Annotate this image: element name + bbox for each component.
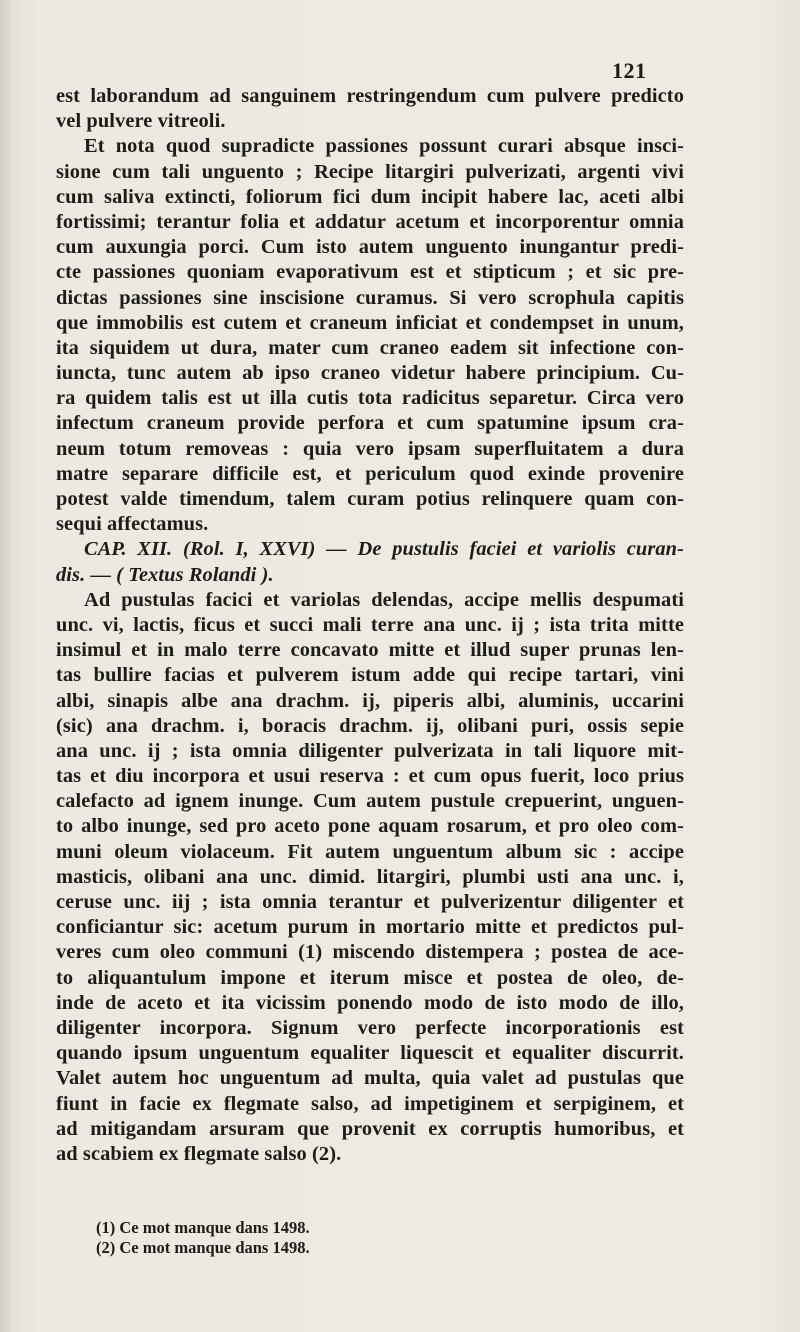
text-line: dis. — ( Textus Rolandi ). — [56, 563, 274, 586]
text-line: dictas passiones sine inscisione curamus. Si vero scrophula capitis — [56, 286, 684, 309]
text-line: que immobilis est cutem et craneum inficiat et condempset in unum, — [56, 311, 684, 334]
text-line: (sic) ana drachm. i, boracis drachm. ij, olibani puri, ossis sepie — [56, 714, 684, 737]
text-line: to aliquantulum impone et iterum misce et postea de oleo, de- — [56, 966, 684, 989]
text-line: inde de aceto et ita vicissim ponendo modo de isto modo de illo, — [56, 991, 684, 1014]
text-line: ana unc. ij ; ista omnia diligenter pulverizata in tali liquore mit- — [56, 739, 684, 762]
text-line: tas et diu incorpora et usui reserva : et cum opus fuerit, loco prius — [56, 765, 684, 788]
text-line: Et nota quod supradicte passiones possunt curari absque insci- — [84, 135, 684, 158]
text-line: cte passiones quoniam evaporativum est et stipticum ; et sic pre- — [56, 261, 684, 284]
text-line: ad mitigandam arsuram que provenit ex corruptis humoribus, et — [56, 1117, 684, 1140]
text-line: fortissimi; terantur folia et addatur acetum et incorporentur omnia — [56, 210, 684, 233]
text-line: iuncta, tunc autem ab ipso craneo videtur habere principium. Cu- — [56, 362, 684, 385]
text-line: Ad pustulas facici et variolas delendas, accipe mellis despumati — [84, 588, 684, 611]
footnotes — [96, 1218, 310, 1258]
body-text — [56, 84, 684, 1167]
text-line: CAP. XII. (Rol. I, XXVI) — De pustulis faciei et variolis curan- — [84, 538, 684, 561]
text-line: diligenter incorpora. Signum vero perfecte incorporationis est — [56, 1016, 684, 1039]
text-line: unc. vi, lactis, ficus et succi mali terre ana unc. ij ; ista trita mitte — [56, 613, 684, 636]
text-line: calefacto ad ignem inunge. Cum autem pustule crepuerint, unguen- — [56, 790, 684, 813]
text-line: ceruse unc. iij ; ista omnia terantur et pulverizentur diligenter et — [56, 891, 684, 913]
text-line: sequi affectamus. — [56, 513, 209, 536]
text-line: fiunt in facie ex flegmate salso, ad impetiginem et serpiginem, et — [56, 1092, 684, 1115]
text-line: quando ipsum unguentum equaliter liquescit et equaliter discurrit. — [56, 1042, 684, 1065]
text-line: conficiantur sic: acetum purum in mortario mitte et predictos pul- — [56, 916, 684, 939]
text-line: veres cum oleo communi (1) miscendo distempera ; postea de ace- — [56, 941, 684, 964]
text-line: albi, sinapis albe ana drachm. ij, piperis albi, aluminis, uccarini — [56, 689, 684, 712]
text-line: neum totum removeas : quia vero ipsam superfluitatem a dura — [56, 437, 684, 460]
footnote-2: (2) Ce mot manque dans 1498. — [96, 1238, 310, 1257]
text-line: tas bullire facias et pulverem istum adde qui recipe tartari, vini — [56, 664, 684, 687]
text-line: infectum craneum provide perfora et cum spatumine ipsum cra- — [56, 412, 684, 435]
text-line: cum auxungia porci. Cum isto autem unguento inungantur predi- — [56, 236, 684, 259]
text-line: to albo inunge, sed pro aceto pone aquam rosarum, et pro oleo com- — [56, 815, 684, 838]
text-line: ad scabiem ex flegmate salso (2). — [56, 1142, 342, 1165]
page-number: 121 — [612, 58, 647, 83]
text-line: potest valde timendum, talem curam potius relinquere quam con- — [56, 488, 684, 510]
text-line: insimul et in malo terre concavato mitte et illud super prunas len- — [56, 639, 684, 662]
text-line: matre separare difficile est, et periculum quod exinde provenire — [56, 462, 684, 485]
text-line: sione cum tali unguento ; Recipe litargiri pulverizati, argenti vivi — [56, 160, 684, 183]
footnote-1: (1) Ce mot manque dans 1498. — [96, 1218, 310, 1237]
text-line: muni oleum violaceum. Fit autem unguentum album sic : accipe — [56, 840, 684, 863]
text-line: est laborandum ad sanguinem restringendum cum pulvere predicto — [56, 85, 684, 107]
text-line: vel pulvere vitreoli. — [56, 110, 226, 133]
text-line: Valet autem hoc unguentum ad multa, quia valet ad pustulas que — [56, 1067, 684, 1090]
text-line: ita siquidem ut dura, mater cum craneo eadem sit infectione con- — [56, 336, 684, 359]
text-line: masticis, olibani ana unc. dimid. litargiri, plumbi usti ana unc. i, — [56, 865, 684, 888]
text-line: cum saliva extincti, foliorum fici dum incipit habere lac, aceti albi — [56, 185, 684, 208]
text-line: ra quidem talis est ut illa cutis tota radicitus separetur. Circa vero — [56, 387, 684, 410]
